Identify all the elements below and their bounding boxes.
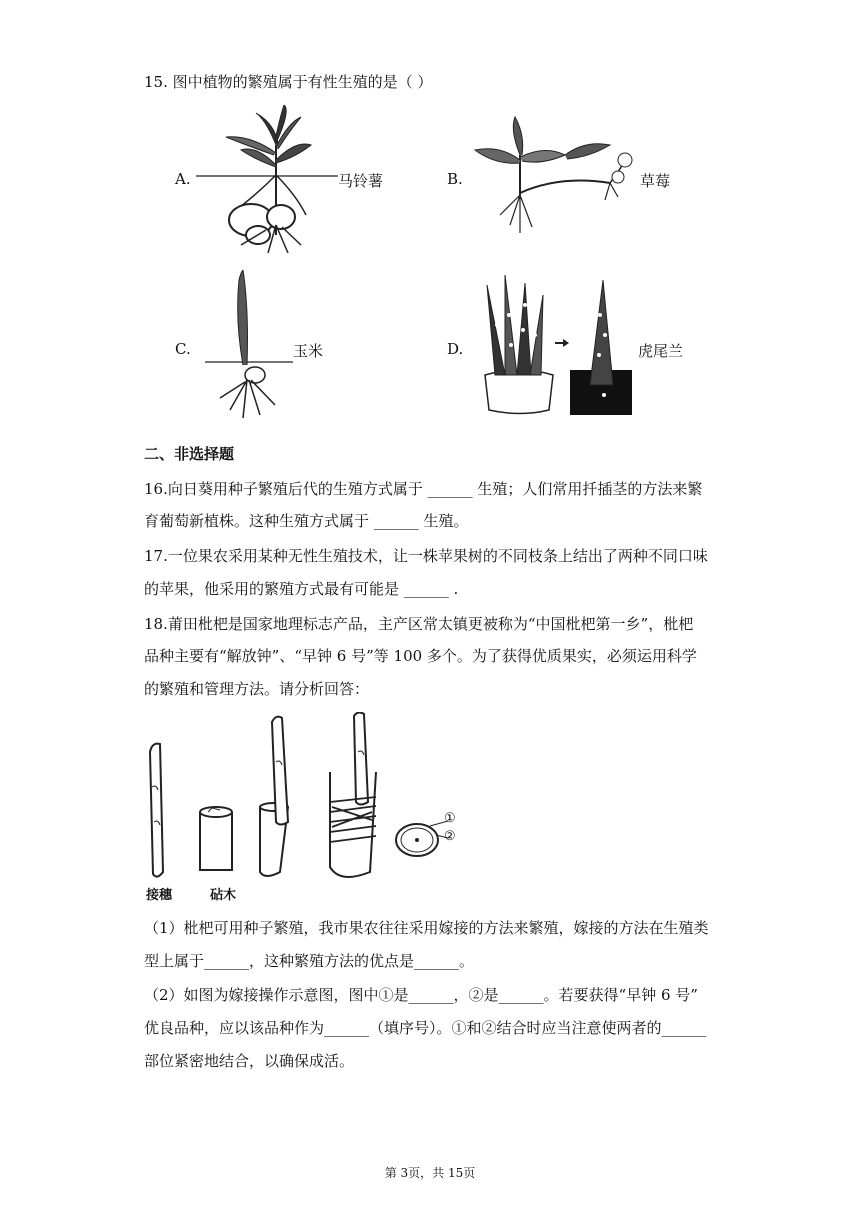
option-c-name: 玉米 (293, 342, 324, 360)
q18-sub2-line3: 部位紧密地结合，以确保成活。 (144, 1052, 355, 1070)
q18-sub2-line1: （2）如图为嫁接操作示意图，图中①是______，②是______。若要获得“早钟 6 号” (144, 986, 698, 1004)
snake-plant-image (475, 275, 645, 420)
corn-seedling-image (205, 270, 295, 420)
option-a-name: 马铃薯 (338, 172, 384, 190)
q15-stem: 15. 图中植物的繁殖属于有性生殖的是（ ） (144, 73, 433, 91)
option-d-letter: D. (447, 340, 464, 358)
section-title: 二、非选择题 (144, 445, 235, 463)
grafting-diagram (140, 712, 480, 892)
potato-plant-image (196, 105, 346, 257)
option-a-letter: A. (175, 170, 191, 188)
q18-sub2-line2: 优良品种，应以该品种作为______（填序号）。①和②结合时应当注意使两者的______ (144, 1019, 707, 1037)
q18-line2: 品种主要有“解放钟”、“早钟 6 号”等 100 多个。为了获得优质果实，必须运用科学 (144, 647, 697, 665)
q17-line1: 17.一位果农采用某种无性生殖技术，让一株苹果树的不同枝条上结出了两种不同口味 (144, 547, 708, 565)
q18-line1: 18.莆田枇杷是国家地理标志产品，主产区常太镇更被称为“中国枇杷第一乡”，枇杷 (144, 615, 694, 633)
label-rootstock: 砧木 (210, 888, 237, 903)
option-b-letter: B. (447, 170, 463, 188)
option-d-name: 虎尾兰 (638, 342, 684, 360)
page-footer: 第 3页，共 15页 (384, 1166, 476, 1180)
marker-2: ② (444, 829, 456, 844)
q18-sub1-line2: 型上属于______，这种繁殖方法的优点是______。 (144, 952, 475, 970)
option-b-name: 草莓 (640, 172, 671, 190)
q18-line3: 的繁殖和管理方法。请分析回答： (144, 680, 370, 698)
q16-line2: 育葡萄新植株。这种生殖方式属于 ______ 生殖。 (144, 512, 469, 530)
option-c-letter: C. (175, 340, 191, 358)
strawberry-plant-image (470, 115, 640, 240)
marker-1: ① (444, 811, 456, 826)
q16-line1: 16.向日葵用种子繁殖后代的生殖方式属于 ______ 生殖；人们常用扦插茎的方法来繁 (144, 480, 703, 498)
q17-line2: 的苹果，他采用的繁殖方式最有可能是 ______ . (144, 580, 459, 598)
q18-sub1-line1: （1）枇杷可用种子繁殖，我市果农往往采用嫁接的方法来繁殖，嫁接的方法在生殖类 (144, 919, 709, 937)
label-scion: 接穗 (146, 888, 173, 903)
